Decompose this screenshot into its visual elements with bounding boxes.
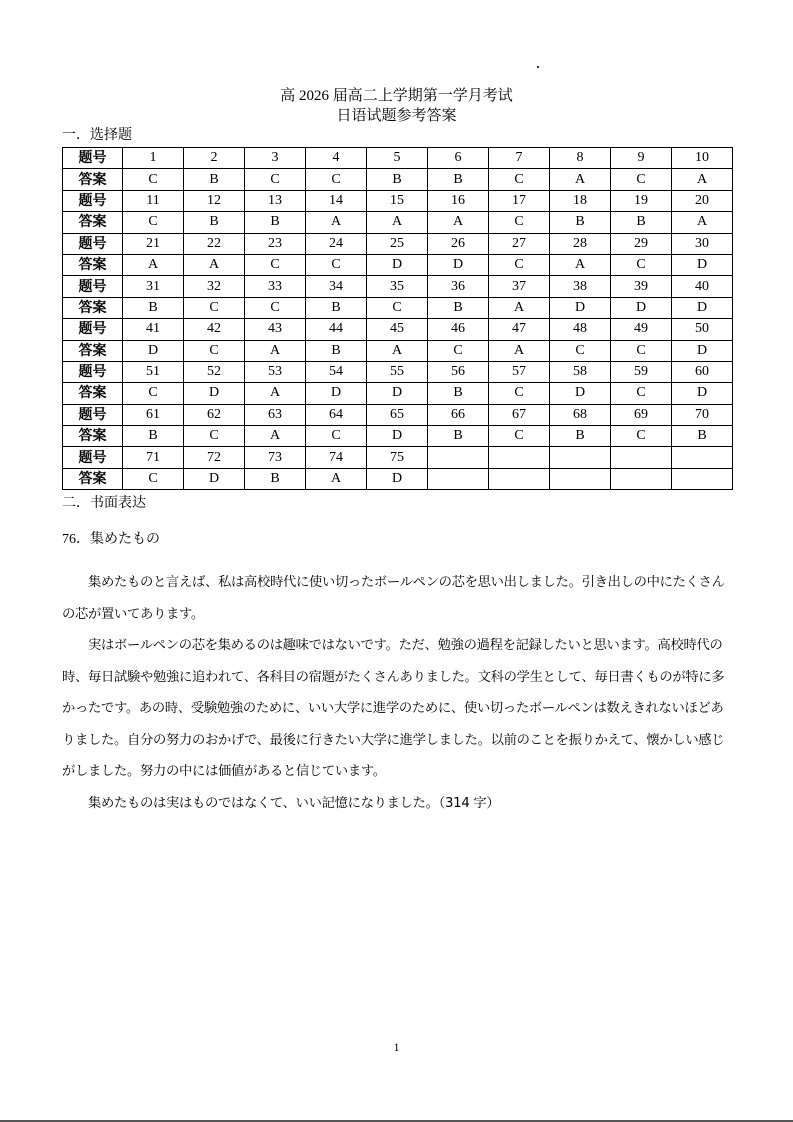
question-number-row bbox=[63, 148, 733, 169]
question-number-cell bbox=[672, 447, 733, 468]
answer-row-label: 答案 bbox=[63, 340, 123, 361]
question-number-cell: 22 bbox=[184, 233, 245, 254]
question-number-cell: 8 bbox=[550, 148, 611, 169]
answer-cell: A bbox=[428, 212, 489, 233]
document-title: 高 2026 届高二上学期第一学月考试 bbox=[280, 88, 513, 104]
question-number-cell: 6 bbox=[428, 148, 489, 169]
question-number-cell: 17 bbox=[489, 190, 550, 211]
answer-row bbox=[63, 383, 733, 404]
answer-cell: D bbox=[672, 340, 733, 361]
question-number-cell: 24 bbox=[306, 233, 367, 254]
essay-title: 76．集めたもの bbox=[62, 532, 160, 547]
answer-table bbox=[62, 147, 733, 490]
answer-cell bbox=[489, 468, 550, 489]
answer-cell: C bbox=[611, 340, 672, 361]
answer-row bbox=[63, 340, 733, 361]
question-number-cell: 71 bbox=[123, 447, 184, 468]
answer-cell: B bbox=[550, 212, 611, 233]
question-number-cell: 57 bbox=[489, 361, 550, 382]
answer-cell: C bbox=[611, 383, 672, 404]
question-number-row-label: 题号 bbox=[63, 190, 123, 211]
question-number-cell: 1 bbox=[123, 148, 184, 169]
answer-row bbox=[63, 297, 733, 318]
question-number-cell: 46 bbox=[428, 319, 489, 340]
answer-cell: D bbox=[367, 426, 428, 447]
answer-cell: A bbox=[306, 468, 367, 489]
question-number-cell: 30 bbox=[672, 233, 733, 254]
answer-cell: A bbox=[367, 212, 428, 233]
question-number-cell: 20 bbox=[672, 190, 733, 211]
question-number-cell: 53 bbox=[245, 361, 306, 382]
answer-cell bbox=[672, 468, 733, 489]
question-number-cell: 3 bbox=[245, 148, 306, 169]
page-number: 1 bbox=[393, 1040, 400, 1054]
question-number-cell: 13 bbox=[245, 190, 306, 211]
question-number-cell: 16 bbox=[428, 190, 489, 211]
question-number-cell bbox=[489, 447, 550, 468]
answer-cell: B bbox=[428, 383, 489, 404]
answer-row-label: 答案 bbox=[63, 169, 123, 190]
question-number-row-label: 题号 bbox=[63, 447, 123, 468]
question-number-cell: 39 bbox=[611, 276, 672, 297]
answer-cell bbox=[611, 468, 672, 489]
question-number-cell: 50 bbox=[672, 319, 733, 340]
question-number-row bbox=[63, 447, 733, 468]
answer-cell: C bbox=[245, 254, 306, 275]
answer-cell: D bbox=[672, 383, 733, 404]
answer-row bbox=[63, 212, 733, 233]
question-number-cell: 41 bbox=[123, 319, 184, 340]
question-number-cell: 65 bbox=[367, 404, 428, 425]
answer-cell: B bbox=[245, 468, 306, 489]
answer-cell: C bbox=[489, 254, 550, 275]
essay-body bbox=[62, 567, 734, 819]
question-number-cell: 49 bbox=[611, 319, 672, 340]
answer-cell: A bbox=[245, 383, 306, 404]
answer-cell: C bbox=[611, 426, 672, 447]
answer-cell: B bbox=[306, 297, 367, 318]
question-number-row-label: 题号 bbox=[63, 361, 123, 382]
answer-cell: D bbox=[367, 383, 428, 404]
question-number-row-label: 题号 bbox=[63, 233, 123, 254]
question-number-cell: 7 bbox=[489, 148, 550, 169]
question-number-cell bbox=[611, 447, 672, 468]
question-number-cell: 56 bbox=[428, 361, 489, 382]
answer-cell: B bbox=[123, 297, 184, 318]
question-number-cell: 59 bbox=[611, 361, 672, 382]
question-number-cell: 70 bbox=[672, 404, 733, 425]
question-number-cell: 35 bbox=[367, 276, 428, 297]
question-number-cell: 10 bbox=[672, 148, 733, 169]
answer-row bbox=[63, 426, 733, 447]
answer-cell: A bbox=[672, 212, 733, 233]
answer-cell: A bbox=[306, 212, 367, 233]
answer-cell: C bbox=[123, 169, 184, 190]
answer-cell: D bbox=[550, 297, 611, 318]
answer-row-label: 答案 bbox=[63, 254, 123, 275]
answer-cell: A bbox=[367, 340, 428, 361]
question-number-cell: 54 bbox=[306, 361, 367, 382]
question-number-cell: 44 bbox=[306, 319, 367, 340]
question-number-cell: 18 bbox=[550, 190, 611, 211]
question-number-cell: 32 bbox=[184, 276, 245, 297]
question-number-cell: 5 bbox=[367, 148, 428, 169]
question-number-cell: 25 bbox=[367, 233, 428, 254]
question-number-cell: 69 bbox=[611, 404, 672, 425]
answer-row bbox=[63, 468, 733, 489]
question-number-cell: 14 bbox=[306, 190, 367, 211]
question-number-cell: 12 bbox=[184, 190, 245, 211]
question-number-row-label: 题号 bbox=[63, 148, 123, 169]
answer-cell: A bbox=[672, 169, 733, 190]
question-number-row-label: 题号 bbox=[63, 404, 123, 425]
answer-cell: A bbox=[184, 254, 245, 275]
answer-cell: B bbox=[184, 212, 245, 233]
stray-dot-mark bbox=[537, 66, 539, 68]
question-number-cell: 47 bbox=[489, 319, 550, 340]
question-number-cell: 42 bbox=[184, 319, 245, 340]
question-number-row bbox=[63, 233, 733, 254]
question-number-cell: 27 bbox=[489, 233, 550, 254]
question-number-cell: 26 bbox=[428, 233, 489, 254]
question-number-row-label: 题号 bbox=[63, 276, 123, 297]
question-number-row bbox=[63, 361, 733, 382]
question-number-row bbox=[63, 319, 733, 340]
essay-paragraph: 集めたものは実はものではなくて、いい記憶になりました。（314 字） bbox=[88, 795, 500, 811]
answer-cell: D bbox=[672, 297, 733, 318]
question-number-cell: 9 bbox=[611, 148, 672, 169]
answer-cell bbox=[428, 468, 489, 489]
answer-cell: B bbox=[428, 169, 489, 190]
question-number-cell: 40 bbox=[672, 276, 733, 297]
answer-cell: D bbox=[306, 383, 367, 404]
question-number-cell: 21 bbox=[123, 233, 184, 254]
question-number-cell: 73 bbox=[245, 447, 306, 468]
question-number-cell: 36 bbox=[428, 276, 489, 297]
answer-cell: C bbox=[550, 340, 611, 361]
answer-cell: C bbox=[306, 169, 367, 190]
question-number-row bbox=[63, 404, 733, 425]
answer-cell: B bbox=[550, 426, 611, 447]
answer-cell: C bbox=[611, 254, 672, 275]
question-number-cell: 61 bbox=[123, 404, 184, 425]
question-number-cell: 11 bbox=[123, 190, 184, 211]
answer-cell: D bbox=[367, 468, 428, 489]
answer-cell: C bbox=[489, 426, 550, 447]
answer-cell: C bbox=[245, 297, 306, 318]
answer-row-label: 答案 bbox=[63, 297, 123, 318]
answer-cell: B bbox=[123, 426, 184, 447]
answer-cell: D bbox=[611, 297, 672, 318]
answer-cell: C bbox=[184, 297, 245, 318]
question-number-cell bbox=[428, 447, 489, 468]
answer-cell: B bbox=[428, 426, 489, 447]
question-number-cell: 75 bbox=[367, 447, 428, 468]
answer-cell: B bbox=[184, 169, 245, 190]
question-number-cell bbox=[550, 447, 611, 468]
answer-row bbox=[63, 254, 733, 275]
question-number-cell: 38 bbox=[550, 276, 611, 297]
answer-cell: D bbox=[672, 254, 733, 275]
answer-cell: C bbox=[489, 212, 550, 233]
answer-cell: A bbox=[245, 426, 306, 447]
answer-cell: C bbox=[184, 426, 245, 447]
question-number-cell: 52 bbox=[184, 361, 245, 382]
question-number-cell: 29 bbox=[611, 233, 672, 254]
question-number-cell: 19 bbox=[611, 190, 672, 211]
question-number-row-label: 题号 bbox=[63, 319, 123, 340]
answer-cell: C bbox=[245, 169, 306, 190]
essay-paragraph: 集めたものと言えば、私は高校時代に使い切ったボールペンの芯を思い出しました。引き出しの中にたくさんの芯が置いてあります。 bbox=[62, 575, 725, 622]
essay-paragraph: 実はボールペンの芯を集めるのは趣味ではないです。ただ、勉強の過程を記録したいと思います。高校時代の時、毎日試験や勉強に追われて、各科目の宿題がたくさんありました。文科の学生として、毎日書くものが特に多かったです。あの時、受験勉強のために、いい大学に進学のために、使い切ったボールペンは数えきれないほどありました。自分の努力のおかげで、最後に行きたい大学に進学しました。以前のことを振りかえて、懐かしい感じがしました。努力の中には価値があると信じています。 bbox=[62, 638, 725, 779]
question-number-cell: 31 bbox=[123, 276, 184, 297]
answer-cell: D bbox=[367, 254, 428, 275]
question-number-cell: 48 bbox=[550, 319, 611, 340]
answer-cell: B bbox=[245, 212, 306, 233]
answer-cell: A bbox=[245, 340, 306, 361]
answer-cell: C bbox=[123, 468, 184, 489]
question-number-cell: 37 bbox=[489, 276, 550, 297]
question-number-cell: 58 bbox=[550, 361, 611, 382]
answer-cell: C bbox=[489, 383, 550, 404]
answer-cell: C bbox=[428, 340, 489, 361]
answer-cell: D bbox=[550, 383, 611, 404]
answer-cell: C bbox=[489, 169, 550, 190]
question-number-cell: 64 bbox=[306, 404, 367, 425]
answer-cell: A bbox=[550, 169, 611, 190]
answer-row-label: 答案 bbox=[63, 426, 123, 447]
answer-cell: C bbox=[306, 254, 367, 275]
answer-cell: A bbox=[123, 254, 184, 275]
question-number-cell: 34 bbox=[306, 276, 367, 297]
question-number-cell: 74 bbox=[306, 447, 367, 468]
question-number-cell: 60 bbox=[672, 361, 733, 382]
answer-cell: A bbox=[550, 254, 611, 275]
answer-cell: D bbox=[123, 340, 184, 361]
question-number-cell: 68 bbox=[550, 404, 611, 425]
answer-row bbox=[63, 169, 733, 190]
section-heading-writing: 二．书面表达 bbox=[62, 496, 146, 511]
answer-cell: C bbox=[123, 383, 184, 404]
answer-cell: A bbox=[489, 297, 550, 318]
question-number-cell: 66 bbox=[428, 404, 489, 425]
answer-cell: B bbox=[672, 426, 733, 447]
answer-cell: C bbox=[123, 212, 184, 233]
answer-cell: D bbox=[184, 383, 245, 404]
question-number-cell: 2 bbox=[184, 148, 245, 169]
question-number-row bbox=[63, 276, 733, 297]
question-number-cell: 63 bbox=[245, 404, 306, 425]
answer-cell bbox=[550, 468, 611, 489]
answer-cell: B bbox=[367, 169, 428, 190]
answer-cell: A bbox=[489, 340, 550, 361]
question-number-cell: 62 bbox=[184, 404, 245, 425]
question-number-cell: 33 bbox=[245, 276, 306, 297]
answer-cell: C bbox=[306, 426, 367, 447]
answer-cell: D bbox=[184, 468, 245, 489]
question-number-cell: 67 bbox=[489, 404, 550, 425]
answer-cell: B bbox=[306, 340, 367, 361]
answer-cell: B bbox=[428, 297, 489, 318]
question-number-cell: 51 bbox=[123, 361, 184, 382]
question-number-cell: 55 bbox=[367, 361, 428, 382]
answer-cell: C bbox=[367, 297, 428, 318]
question-number-cell: 4 bbox=[306, 148, 367, 169]
question-number-cell: 23 bbox=[245, 233, 306, 254]
answer-cell: B bbox=[611, 212, 672, 233]
answer-row-label: 答案 bbox=[63, 212, 123, 233]
question-number-cell: 28 bbox=[550, 233, 611, 254]
question-number-row bbox=[63, 190, 733, 211]
question-number-cell: 72 bbox=[184, 447, 245, 468]
question-number-cell: 15 bbox=[367, 190, 428, 211]
question-number-cell: 43 bbox=[245, 319, 306, 340]
document-subtitle: 日语试题参考答案 bbox=[336, 108, 457, 124]
answer-cell: C bbox=[184, 340, 245, 361]
answer-cell: C bbox=[611, 169, 672, 190]
section-heading-choice: 一．选择题 bbox=[62, 128, 132, 143]
answer-row-label: 答案 bbox=[63, 468, 123, 489]
answer-cell: D bbox=[428, 254, 489, 275]
question-number-cell: 45 bbox=[367, 319, 428, 340]
answer-row-label: 答案 bbox=[63, 383, 123, 404]
